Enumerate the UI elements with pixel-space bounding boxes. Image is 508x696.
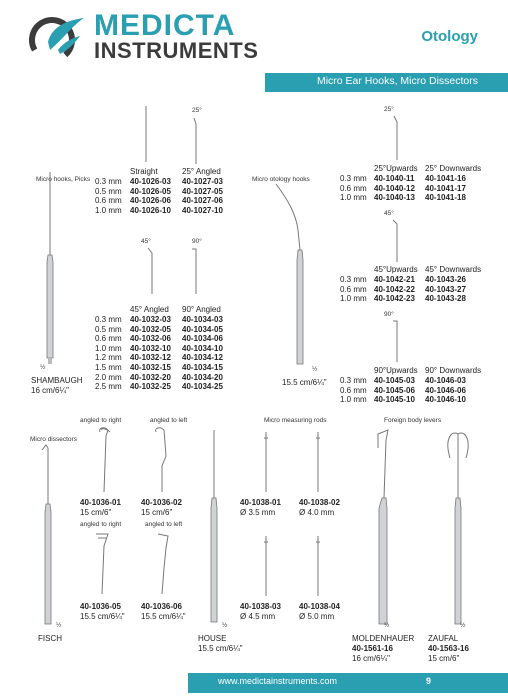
moldenhauer-lever-image	[364, 428, 404, 628]
t25-header-down: 25° Downwards	[425, 164, 482, 173]
t90-header-up: 90°Upwards	[374, 366, 418, 375]
table2-90-codes	[182, 315, 223, 392]
medicta-logo-icon	[28, 12, 90, 64]
t25-up-codes	[374, 174, 415, 203]
zaufal-size: 15 cm/6"	[428, 654, 460, 663]
t90-down-codes	[425, 376, 466, 405]
t25-down-codes	[425, 174, 466, 203]
angled-left-label-2: angled to left	[145, 521, 183, 528]
table1-size: 0.3 mm	[95, 177, 122, 186]
dissector-6-size: 15.5 cm/6¼"	[141, 612, 186, 621]
table1-straight-codes	[130, 177, 171, 215]
otology-hooks-label: Micro otology hooks	[252, 176, 310, 183]
dissector-2-code: 40-1036-02	[141, 498, 182, 507]
fisch-half-mark: ½	[56, 622, 62, 629]
angled-right-label: angled to right	[80, 417, 122, 424]
table1-angled-codes	[182, 177, 223, 215]
table2-size: 0.6 mm	[95, 334, 122, 344]
rod-4-image	[314, 532, 324, 598]
levers-label: Foreign body levers	[384, 417, 442, 424]
product-code: 40-1032-05	[130, 324, 171, 334]
product-code: 40-1034-15	[182, 362, 223, 372]
product-code: 40-1040-12	[374, 183, 415, 193]
dissector-left-tip-image	[150, 426, 174, 494]
product-code: 40-1042-21	[374, 275, 415, 284]
otology-size: 15.5 cm/6¼"	[282, 378, 327, 387]
rod-4-size: Ø 5.0 mm	[299, 612, 335, 621]
product-code: 40-1034-12	[182, 353, 223, 363]
house-name: HOUSE	[198, 634, 227, 643]
house-size: 15.5 cm/6¼"	[198, 644, 243, 653]
table2-size: 1.2 mm	[95, 353, 122, 363]
zaufal-half-mark: ½	[460, 622, 466, 629]
hook-45-tip-image	[146, 246, 160, 296]
dissector-5-tip-image	[92, 528, 116, 596]
product-code: 40-1034-03	[182, 315, 223, 324]
hook-90-tip-image	[190, 246, 204, 296]
micro-hooks-label: Micro hooks, Picks	[36, 176, 91, 183]
rod-3-image	[262, 532, 272, 598]
product-code: 40-1027-05	[182, 186, 223, 196]
dissector-6-tip-image	[150, 528, 174, 596]
product-code: 40-1040-11	[374, 174, 415, 183]
t25-size: 0.6 mm	[340, 183, 367, 193]
table2-header-90: 90° Angled	[182, 305, 221, 314]
t90-size: 1.0 mm	[340, 395, 367, 405]
product-code: 40-1034-05	[182, 324, 223, 334]
brand-subtitle: INSTRUMENTS	[94, 38, 259, 63]
t45-up-codes	[374, 275, 415, 304]
product-code: 40-1034-25	[182, 382, 223, 392]
rod-1-size: Ø 3.5 mm	[240, 508, 276, 517]
shambaugh-name: SHAMBAUGH	[31, 376, 83, 385]
zaufal-name: ZAUFAL	[428, 634, 459, 643]
table1-sizes	[95, 177, 122, 215]
moldenhauer-code: 40-1561-16	[352, 644, 393, 653]
table1-header-25: 25° Angled	[182, 167, 221, 176]
product-code: 40-1046-03	[425, 376, 466, 385]
table1-size: 0.5 mm	[95, 186, 122, 196]
dissector-1-code: 40-1036-01	[80, 498, 121, 507]
oto-25-tip-image	[392, 114, 406, 162]
shambaugh-size: 16 cm/6¼"	[31, 386, 69, 395]
page-number: 9	[426, 676, 432, 686]
table1-size: 0.6 mm	[95, 196, 122, 206]
table1-size: 1.0 mm	[95, 205, 122, 215]
oto-90-tip-image	[392, 318, 406, 364]
house-half-mark: ½	[222, 622, 228, 629]
rod-1-code: 40-1038-01	[240, 498, 281, 507]
t45-sizes	[340, 275, 367, 304]
rod-4-code: 40-1038-04	[299, 602, 340, 611]
product-code: 40-1045-10	[374, 395, 415, 405]
t45-size: 0.6 mm	[340, 284, 367, 294]
product-code: 40-1032-12	[130, 353, 171, 363]
shambaugh-half-mark: ½	[40, 364, 46, 371]
product-code: 40-1042-22	[374, 284, 415, 294]
hook-angle-90-label: 90°	[192, 238, 202, 245]
table2-header-45: 45° Angled	[130, 305, 169, 314]
product-code: 40-1027-03	[182, 177, 223, 186]
brand-name: MEDICTA	[94, 9, 236, 42]
t25-header-up: 25°Upwards	[374, 164, 418, 173]
otology-half-mark: ½	[312, 366, 318, 373]
product-code: 40-1032-03	[130, 315, 171, 324]
zaufal-lever-image	[440, 428, 480, 628]
product-code: 40-1032-25	[130, 382, 171, 392]
table1-header-straight: Straight	[130, 167, 158, 176]
table2-size: 2.5 mm	[95, 382, 122, 392]
t90-up-codes	[374, 376, 415, 405]
table2-size: 0.5 mm	[95, 324, 122, 334]
section-title: Otology	[421, 28, 478, 45]
product-code: 40-1046-10	[425, 395, 466, 405]
product-code: 40-1032-10	[130, 343, 171, 353]
oto-angle-45-label: 45°	[384, 210, 394, 217]
t90-size: 0.3 mm	[340, 376, 367, 385]
angled-right-label-2: angled to right	[80, 521, 122, 528]
dissector-6-code: 40-1036-06	[141, 602, 182, 611]
product-code: 40-1041-17	[425, 183, 466, 193]
rod-2-size: Ø 4.0 mm	[299, 508, 335, 517]
rod-3-size: Ø 4.5 mm	[240, 612, 276, 621]
fisch-dissector-image	[36, 442, 60, 630]
product-code: 40-1032-15	[130, 362, 171, 372]
product-code: 40-1027-10	[182, 205, 223, 215]
fisch-name: FISCH	[38, 634, 62, 643]
angled-left-label: angled to left	[150, 417, 188, 424]
product-code: 40-1034-10	[182, 343, 223, 353]
product-code: 40-1043-26	[425, 275, 466, 284]
product-code: 40-1032-06	[130, 334, 171, 344]
product-code: 40-1042-23	[374, 294, 415, 304]
category-banner-text: Micro Ear Hooks, Micro Dissectors	[316, 75, 478, 87]
table2-sizes	[95, 315, 122, 392]
product-code: 40-1041-18	[425, 193, 466, 203]
moldenhauer-size: 16 cm/6¼"	[352, 654, 390, 663]
product-code: 40-1032-20	[130, 372, 171, 382]
table2-size: 2.0 mm	[95, 372, 122, 382]
product-code: 40-1026-03	[130, 177, 171, 186]
rod-2-image	[314, 428, 324, 494]
dissector-2-size: 15 cm/6"	[141, 508, 173, 517]
hook-angle-25-label: 25°	[192, 107, 202, 114]
product-code: 40-1040-13	[374, 193, 415, 203]
t45-size: 1.0 mm	[340, 294, 367, 304]
t90-header-down: 90° Downwards	[425, 366, 482, 375]
t90-sizes	[340, 376, 367, 405]
dissector-5-code: 40-1036-05	[80, 602, 121, 611]
table2-size: 1.5 mm	[95, 362, 122, 372]
rod-1-image	[262, 428, 272, 494]
product-code: 40-1034-20	[182, 372, 223, 382]
moldenhauer-half-mark: ½	[384, 622, 390, 629]
dissector-1-size: 15 cm/6"	[80, 508, 112, 517]
t45-header-down: 45° Downwards	[425, 265, 482, 274]
dissectors-label: Micro dissectors	[30, 436, 77, 443]
product-code: 40-1026-06	[130, 196, 171, 206]
footer-website-link[interactable]: www.medictainstruments.com	[218, 676, 338, 686]
hook-straight-tip-image	[142, 104, 152, 164]
oto-45-tip-image	[392, 218, 406, 264]
house-dissector-image	[202, 428, 226, 628]
product-code: 40-1026-05	[130, 186, 171, 196]
oto-angle-25-label: 25°	[384, 106, 394, 113]
product-code: 40-1027-06	[182, 196, 223, 206]
product-code: 40-1034-06	[182, 334, 223, 344]
rod-3-code: 40-1038-03	[240, 602, 281, 611]
product-code: 40-1043-27	[425, 284, 466, 294]
otology-hook-image	[270, 180, 320, 380]
product-code: 40-1026-10	[130, 205, 171, 215]
hook-angle-45-label: 45°	[141, 238, 151, 245]
moldenhauer-name: MOLDENHAUER	[352, 634, 415, 643]
product-code: 40-1041-16	[425, 174, 466, 183]
rod-2-code: 40-1038-02	[299, 498, 340, 507]
table2-size: 0.3 mm	[95, 315, 122, 324]
dissector-5-size: 15.5 cm/6¼"	[80, 612, 125, 621]
rods-label: Micro measuring rods	[264, 417, 327, 424]
t25-size: 1.0 mm	[340, 193, 367, 203]
t90-size: 0.6 mm	[340, 385, 367, 395]
product-code: 40-1045-06	[374, 385, 415, 395]
oto-angle-90-label: 90°	[384, 311, 394, 318]
t45-size: 0.3 mm	[340, 275, 367, 284]
shambaugh-handle-image	[36, 170, 66, 370]
product-code: 40-1045-03	[374, 376, 415, 385]
t25-size: 0.3 mm	[340, 174, 367, 183]
product-code: 40-1046-06	[425, 385, 466, 395]
dissector-right-tip-image	[96, 426, 116, 494]
t25-sizes	[340, 174, 367, 203]
table2-size: 1.0 mm	[95, 343, 122, 353]
hook-25-tip-image	[190, 116, 204, 166]
product-code: 40-1043-28	[425, 294, 466, 304]
t45-down-codes	[425, 275, 466, 304]
t45-header-up: 45°Upwards	[374, 265, 418, 274]
table2-45-codes	[130, 315, 171, 392]
zaufal-code: 40-1563-16	[428, 644, 469, 653]
